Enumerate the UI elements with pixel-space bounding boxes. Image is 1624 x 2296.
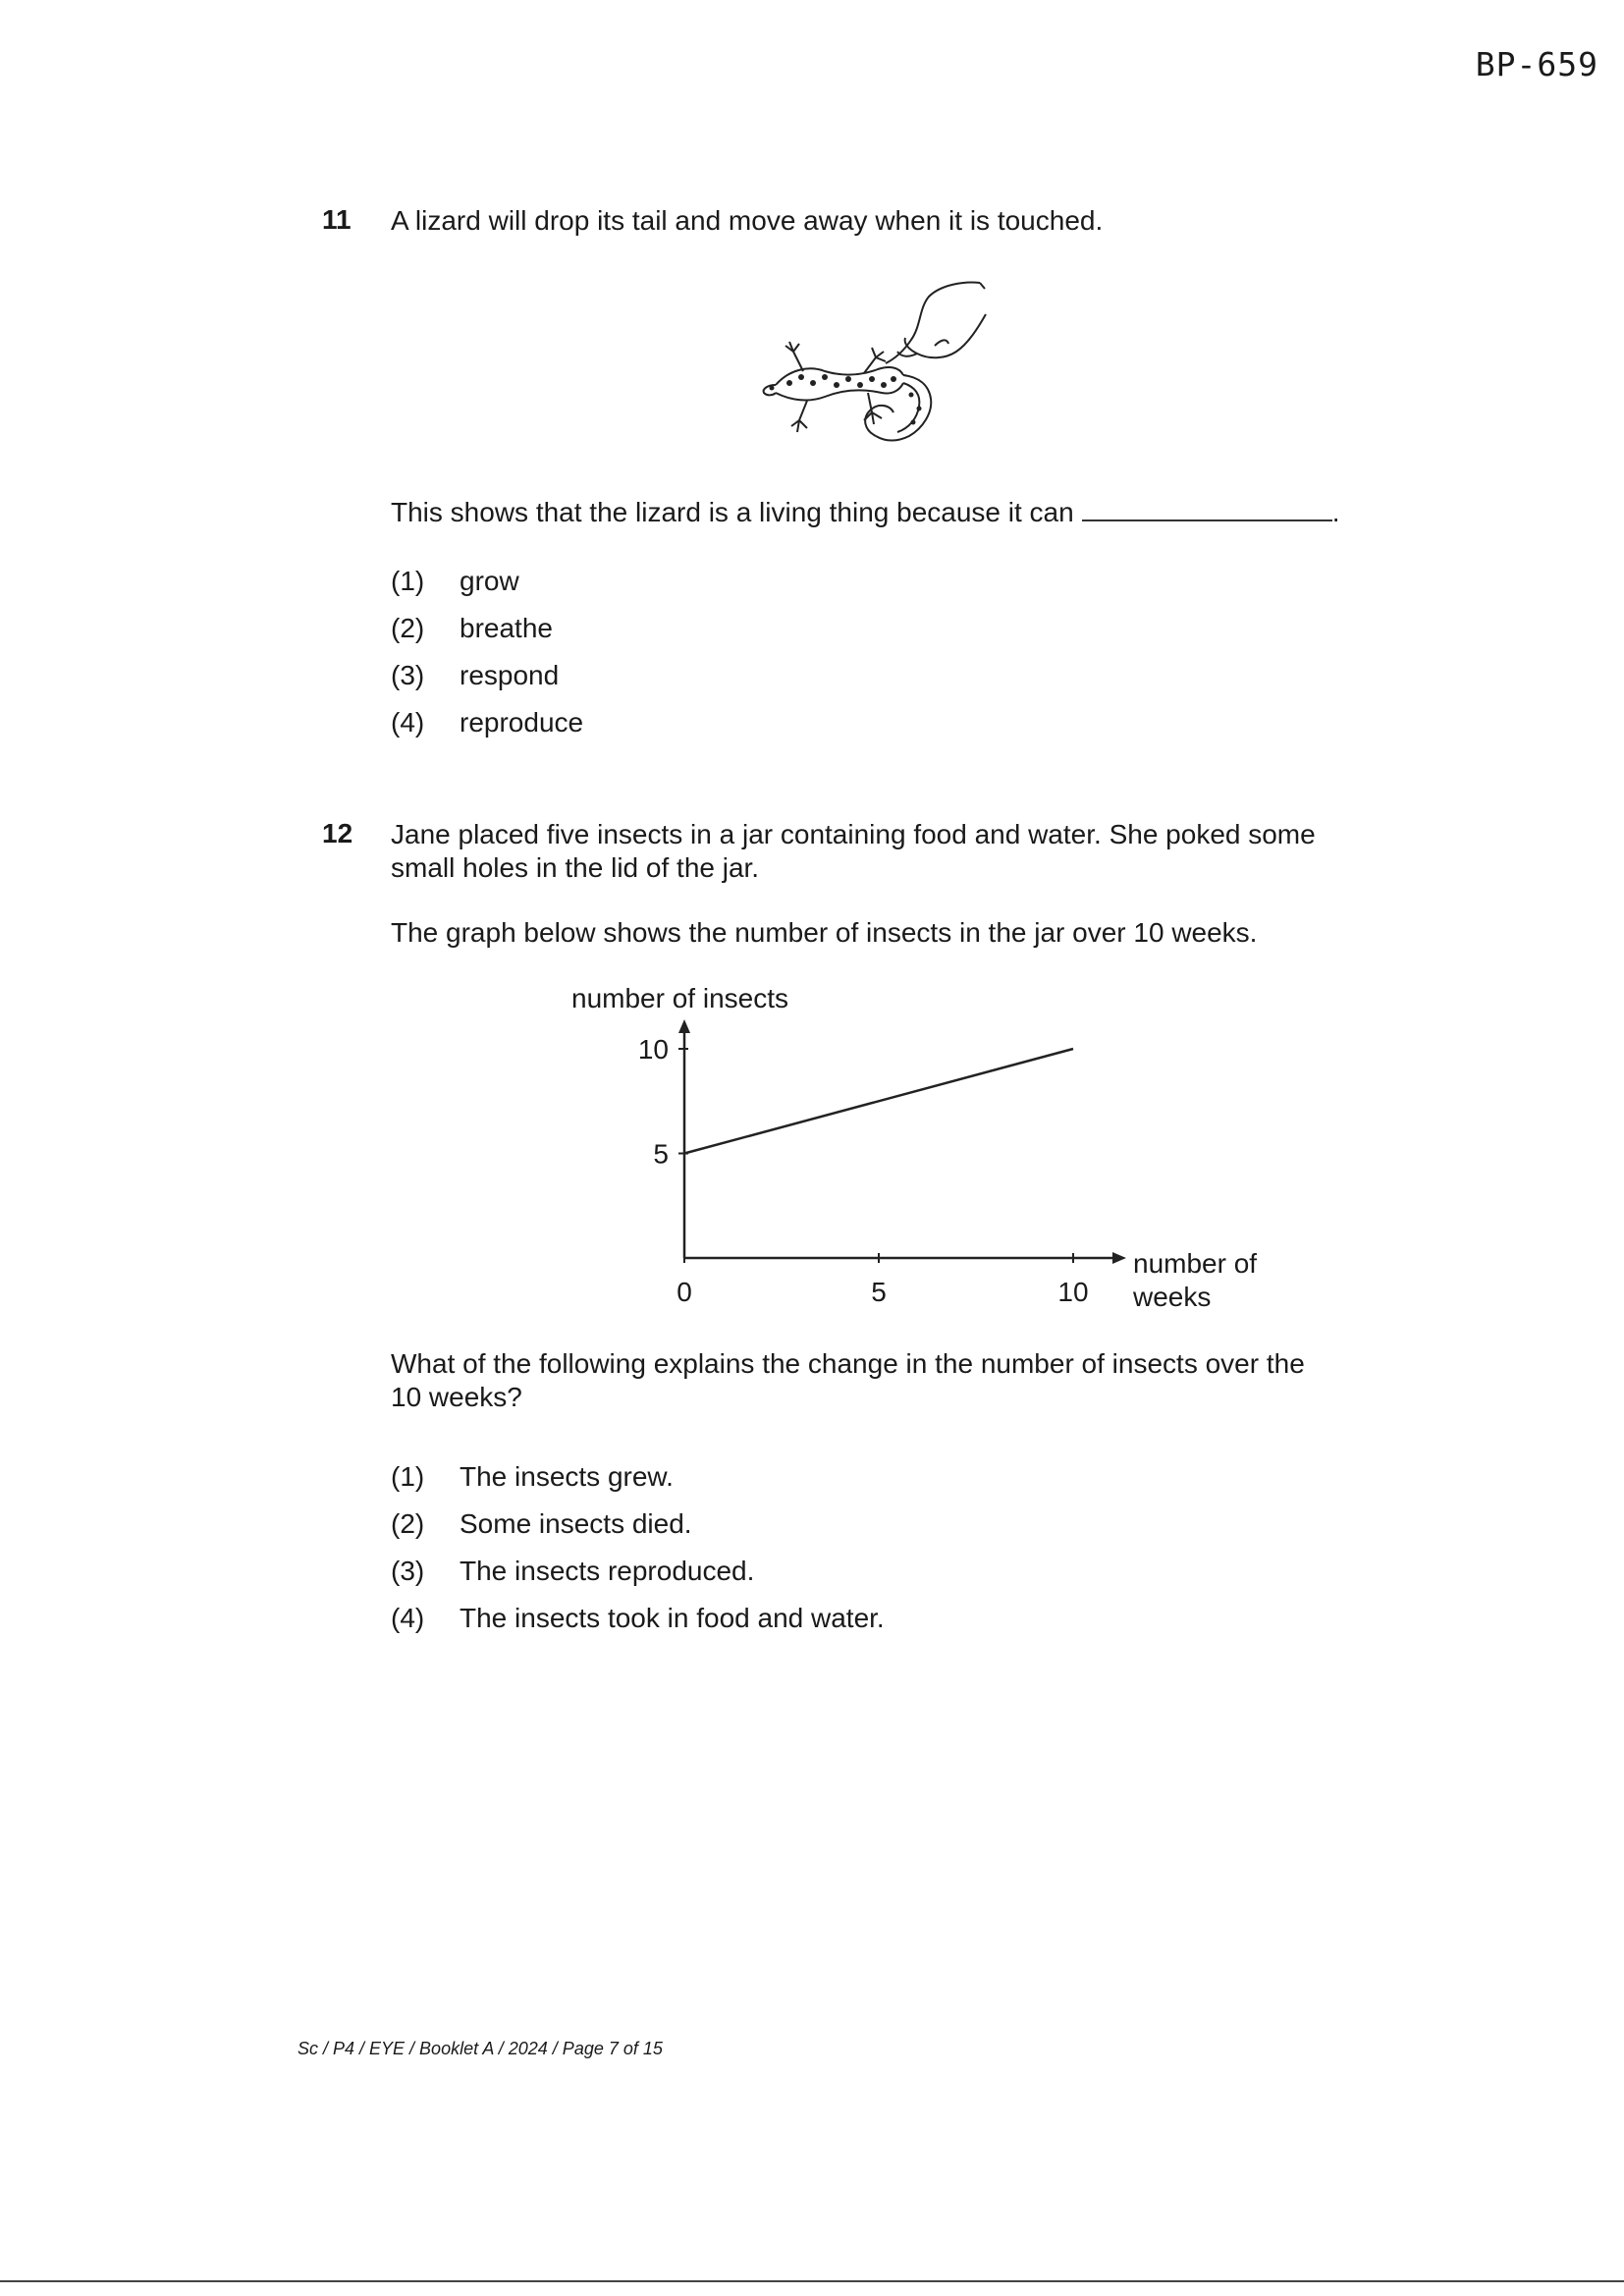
option-number: (1) bbox=[391, 1461, 425, 1492]
data-line-insects bbox=[684, 1049, 1073, 1154]
option[interactable] bbox=[391, 1453, 885, 1501]
question-11-number: 11 bbox=[322, 204, 352, 235]
option-text: reproduce bbox=[460, 707, 584, 738]
chart-ticks bbox=[638, 1034, 1089, 1307]
page-footer: Sc / P4 / EYE / Booklet A / 2024 / Page 7 of 15 bbox=[298, 2039, 663, 2058]
question-12-question bbox=[391, 1347, 1305, 1414]
x-axis-arrow bbox=[1112, 1252, 1126, 1264]
x-tick-label: 5 bbox=[871, 1277, 887, 1307]
x-axis-label-line-2: weeks bbox=[1133, 1282, 1212, 1312]
question-11-prompt bbox=[391, 496, 1339, 529]
x-tick-label: 10 bbox=[1057, 1277, 1089, 1307]
question-line-2: 10 weeks? bbox=[391, 1382, 522, 1412]
option-number: (1) bbox=[391, 566, 425, 596]
option-text: breathe bbox=[460, 613, 553, 643]
stem-line-2: small holes in the lid of the jar. bbox=[391, 852, 760, 883]
option-number: (4) bbox=[391, 1603, 425, 1633]
answer-blank bbox=[1082, 498, 1332, 521]
graph-intro: The graph below shows the number of insects in the jar over 10 weeks. bbox=[391, 917, 1258, 948]
option-text: The insects reproduced. bbox=[460, 1556, 755, 1586]
y-axis-label: number of insects bbox=[571, 983, 788, 1013]
option[interactable] bbox=[391, 1501, 885, 1548]
lizard-hand-illustration bbox=[746, 275, 1011, 457]
option-number: (3) bbox=[391, 1556, 425, 1586]
option-number: (3) bbox=[391, 660, 425, 690]
x-axis-label-line-1: number of bbox=[1133, 1248, 1258, 1279]
option-text: The insects grew. bbox=[460, 1461, 674, 1492]
option-text: grow bbox=[460, 566, 519, 596]
y-axis-arrow bbox=[678, 1019, 690, 1033]
question-11-options bbox=[391, 558, 583, 746]
option-text: The insects took in food and water. bbox=[460, 1603, 885, 1633]
chart-plot bbox=[684, 1049, 1073, 1154]
option[interactable] bbox=[391, 605, 583, 652]
option-number: (2) bbox=[391, 613, 425, 643]
option-number: (2) bbox=[391, 1508, 425, 1539]
question-12-options bbox=[391, 1453, 885, 1642]
option[interactable] bbox=[391, 1548, 885, 1595]
question-line-1: What of the following explains the change in the number of insects over the bbox=[391, 1348, 1305, 1379]
question-12-stem bbox=[391, 818, 1316, 885]
option-number: (4) bbox=[391, 707, 425, 738]
option[interactable] bbox=[391, 558, 583, 605]
option[interactable] bbox=[391, 1595, 885, 1642]
x-tick-label: 0 bbox=[677, 1277, 692, 1307]
y-tick-label: 10 bbox=[637, 1034, 669, 1065]
prompt-end: . bbox=[1331, 497, 1340, 527]
y-tick-label: 5 bbox=[653, 1138, 669, 1170]
prompt-text: This shows that the lizard is a living thing because it can bbox=[391, 497, 1074, 527]
option[interactable] bbox=[391, 699, 583, 746]
stem-line-1: Jane placed five insects in a jar containing food and water. She poked some bbox=[391, 819, 1316, 849]
option-text: Some insects died. bbox=[460, 1508, 692, 1539]
bottom-rule bbox=[0, 2280, 1624, 2282]
question-11-stem: A lizard will drop its tail and move away when it is touched. bbox=[391, 205, 1104, 236]
paper-code: BP-659 bbox=[1475, 45, 1598, 83]
option-text: respond bbox=[460, 660, 560, 690]
insects-line-chart bbox=[550, 972, 1296, 1326]
chart-axes bbox=[678, 1019, 1126, 1264]
option[interactable] bbox=[391, 652, 583, 699]
question-12-number: 12 bbox=[322, 818, 353, 848]
